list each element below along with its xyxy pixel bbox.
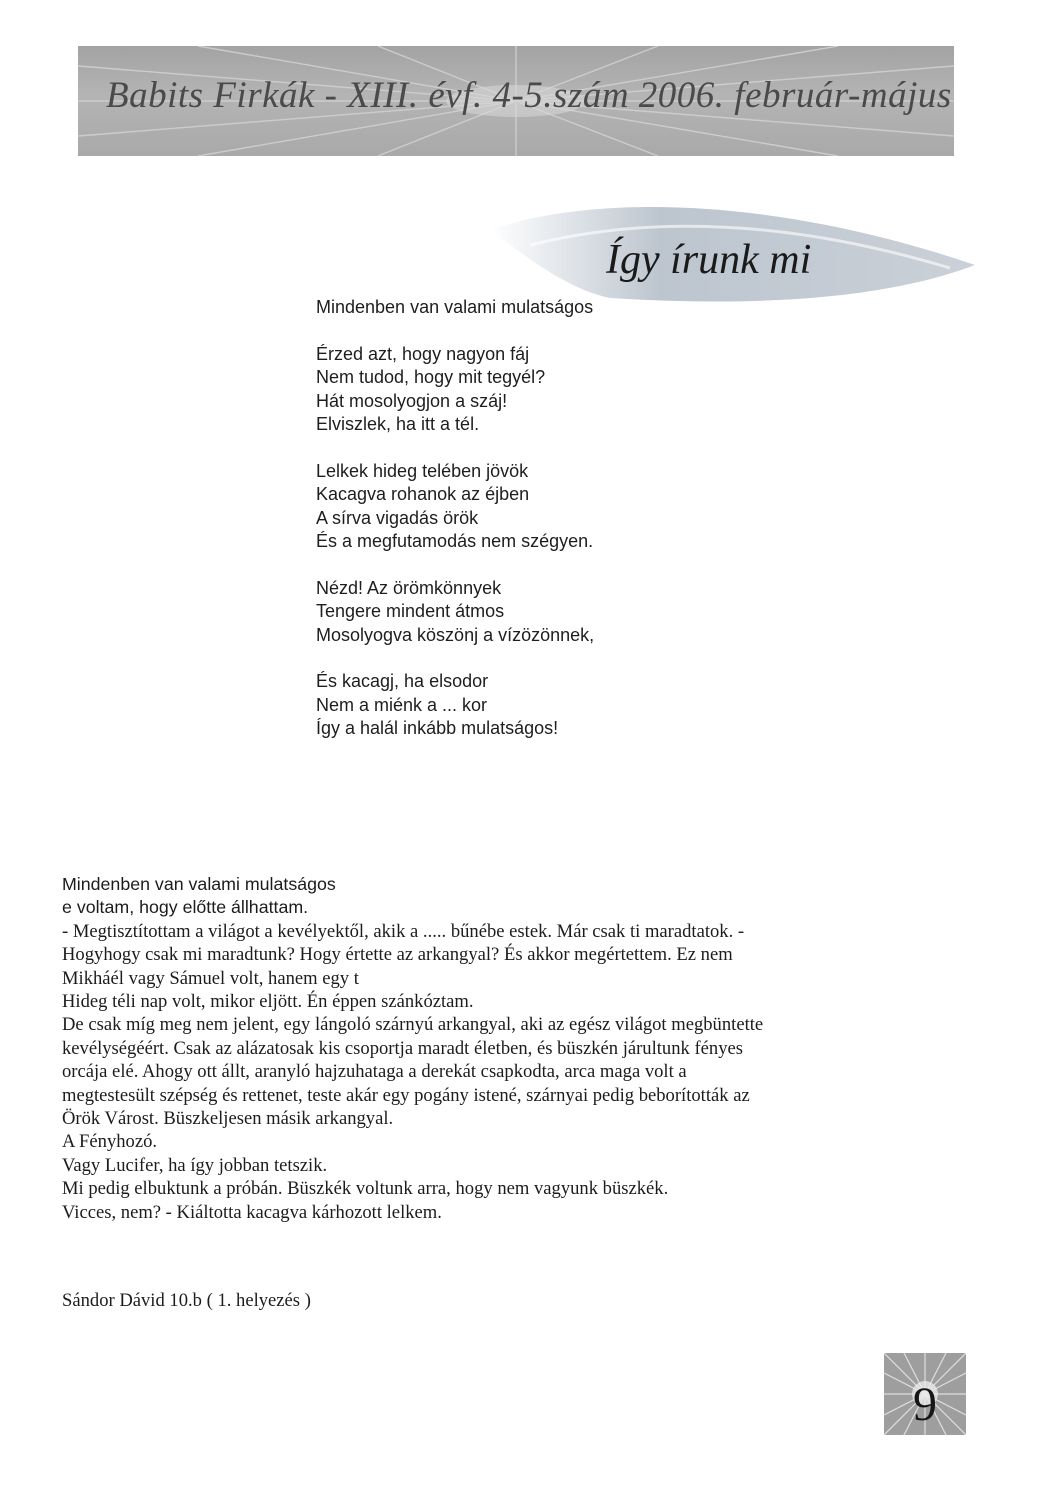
prose-text bbox=[62, 873, 962, 1224]
poem-line: Így a halál inkább mulatságos! bbox=[316, 718, 559, 738]
prose-line: e voltam, hogy előtte állhattam. bbox=[62, 897, 309, 918]
poem-line: Nézd! Az örömkönnyek bbox=[316, 577, 502, 598]
poem-line: Hát mosolyogjon a száj! bbox=[316, 390, 508, 411]
prose-line: Mikháél vagy Sámuel volt, hanem egy t bbox=[62, 967, 359, 989]
poem-line: Nem a miénk a ... kor bbox=[316, 694, 488, 715]
poem-line: És kacagj, ha elsodor bbox=[316, 671, 489, 691]
poem-line: Nem tudod, hogy mit tegyél? bbox=[316, 367, 546, 387]
header-banner bbox=[78, 46, 954, 156]
prose-line: A Fényhozó. bbox=[62, 1131, 158, 1153]
prose-line: Mi pedig elbuktunk a próbán. Büszkék voltunk arra, hogy nem vagyunk büszkék. bbox=[62, 1178, 669, 1200]
poem bbox=[316, 296, 836, 764]
poem-stanza bbox=[316, 670, 836, 741]
poem-line: Mosolyogva köszönj a vízözönnek, bbox=[316, 624, 595, 645]
page-number: 9 bbox=[913, 1378, 937, 1431]
header-title: Babits Firkák - XIII. évf. 4-5.szám 2006. február-május bbox=[106, 75, 952, 116]
prose-line: Vagy Lucifer, ha így jobban tetszik. bbox=[62, 1154, 328, 1176]
prose-line: kevélységéért. Csak az alázatosak kis csoportja maradt életben, és büszkén járultunk fényes bbox=[62, 1037, 743, 1059]
poem-line: Kacagva rohanok az éjben bbox=[316, 484, 530, 504]
section-title: Így írunk mi bbox=[606, 237, 812, 283]
poem-line: Elviszlek, ha itt a tél. bbox=[316, 414, 480, 434]
poem-stanza bbox=[316, 577, 836, 648]
prose-line: Hogyhogy csak mi maradtunk? Hogy értette az arkangyal? És akkor megértettem. Ez nem bbox=[62, 944, 733, 966]
poem-line: Lelkek hideg telében jövök bbox=[316, 460, 529, 481]
prose-line: Hideg téli nap volt, mikor eljött. Én éppen szánkóztam. bbox=[62, 991, 474, 1013]
prose-line: Örök Várost. Büszkeljesen másik arkangyal. bbox=[62, 1108, 394, 1130]
poem-title: Mindenben van valami mulatságos bbox=[316, 297, 594, 317]
prose-line: - Megtisztítottam a világot a kevélyektől, akik a ..... bűnébe estek. Már csak ti maradtatok. - bbox=[62, 920, 745, 942]
prose-line: megtestesült szépség és rettenet, teste akár egy pogány istené, szárnyai pedig beborították az bbox=[62, 1084, 750, 1106]
poem-line: Tengere mindent átmos bbox=[316, 601, 505, 621]
poem-line: Érzed azt, hogy nagyon fáj bbox=[316, 343, 530, 364]
prose-line: Vicces, nem? - Kiáltotta kacagva kárhozott lelkem. bbox=[62, 1201, 442, 1223]
prose-line: Mindenben van valami mulatságos bbox=[62, 874, 336, 894]
author-credit: Sándor Dávid 10.b ( 1. helyezés ) bbox=[62, 1290, 311, 1311]
prose-line: De csak míg meg nem jelent, egy lángoló szárnyú arkangyal, aki az egész világot megbüntette bbox=[62, 1014, 764, 1036]
prose-line: orcája elé. Ahogy ott állt, aranyló hajzuhataga a derekát csapkodta, arca maga volt a bbox=[62, 1061, 687, 1083]
poem-line: A sírva vigadás örök bbox=[316, 507, 479, 528]
page-number-box bbox=[884, 1353, 966, 1435]
poem-stanza bbox=[316, 460, 836, 554]
poem-line: És a megfutamodás nem szégyen. bbox=[316, 531, 594, 551]
poem-stanza bbox=[316, 343, 836, 437]
